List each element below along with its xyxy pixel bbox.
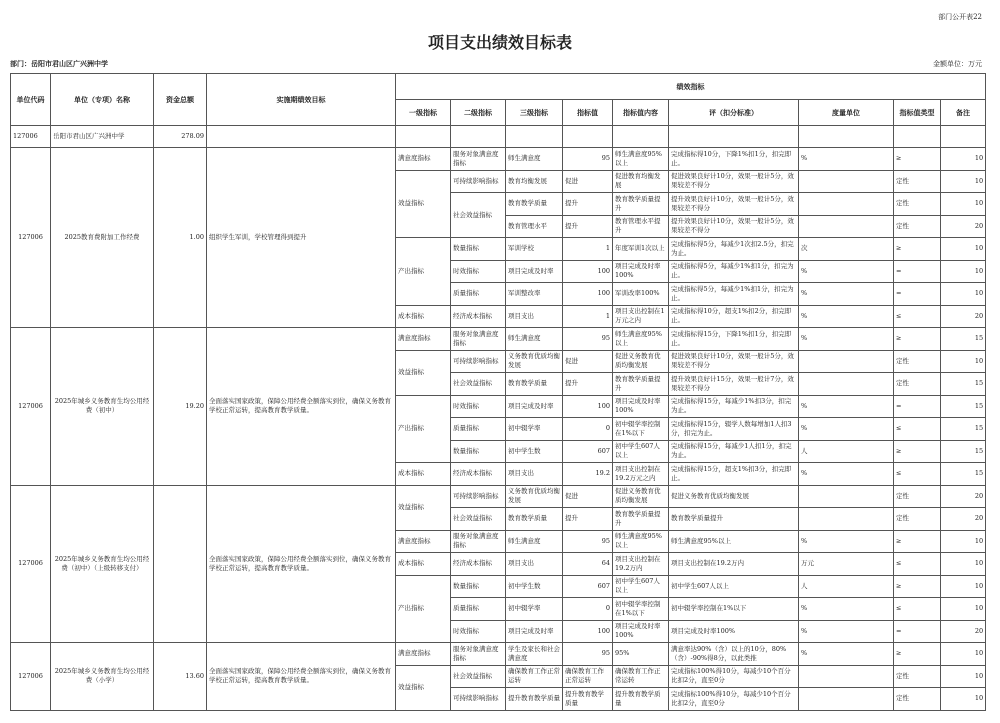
scoring-standard: 提升效果良好计10分，效果一般计5分，效果较差不得分: [669, 193, 799, 216]
total-name: 岳阳市君山区广兴洲中学: [51, 126, 154, 148]
scoring-standard: 提升效果良好计15分，效果一般计7分，效果较差不得分: [669, 373, 799, 396]
indicator-level3: 确保教育工作正常运转: [506, 665, 563, 688]
indicator-content: 初中辍学率控制在1%以下: [613, 598, 669, 621]
scoring-standard: 促进效果良好计10分，效果一般计5分，效果较差不得分: [669, 170, 799, 193]
measure-unit: %: [799, 643, 894, 666]
indicator-level1: 效益指标: [396, 170, 451, 238]
indicator-level3: 教育教学质量: [506, 508, 563, 531]
indicator-level3: 提升教育教学质量: [506, 688, 563, 711]
remark: 20: [941, 215, 986, 238]
empty-cell: [563, 126, 613, 148]
measure-unit: [799, 665, 894, 688]
indicator-level2: 质量指标: [451, 283, 506, 306]
indicator-content: 教育教学质量提升: [613, 193, 669, 216]
indicator-type: 定性: [894, 688, 941, 711]
indicator-value: 促进: [563, 350, 613, 373]
indicator-level3: 项目支出: [506, 305, 563, 328]
indicator-level2: 数量指标: [451, 440, 506, 463]
scoring-standard: 完成指标得15分，下降1%扣1分，扣完即止。: [669, 328, 799, 351]
scoring-standard: 完成指标得10分，超支1%扣2分，扣完即止。: [669, 305, 799, 328]
indicator-level2: 数量指标: [451, 575, 506, 598]
indicator-content: 项目完成及时率100%: [613, 260, 669, 283]
remark: 20: [941, 305, 986, 328]
indicator-type: ≥: [894, 530, 941, 553]
remark: 10: [941, 238, 986, 261]
indicator-value: 100: [563, 620, 613, 643]
empty-cell: [451, 126, 506, 148]
indicator-level1: 满意度指标: [396, 148, 451, 171]
header-goal: 实施期绩效目标: [207, 74, 396, 126]
indicator-level3: 项目支出: [506, 463, 563, 486]
remark: 10: [941, 665, 986, 688]
indicator-type: ≥: [894, 328, 941, 351]
remark: 10: [941, 260, 986, 283]
table-row: [11, 328, 986, 351]
empty-cell: [613, 126, 669, 148]
total-code: 127006: [11, 126, 51, 148]
indicator-type: 定性: [894, 508, 941, 531]
indicator-level2: 时效指标: [451, 620, 506, 643]
scoring-standard: 项目支出控制在19.2万内: [669, 553, 799, 576]
remark: 10: [941, 688, 986, 711]
indicator-level3: 义务教育优质均衡发展: [506, 350, 563, 373]
department-label: 部门：岳阳市君山区广兴洲中学: [10, 59, 108, 68]
project-amount: 19.20: [154, 328, 207, 486]
indicator-type: ≥: [894, 643, 941, 666]
indicator-content: 项目支出控制在1万元之内: [613, 305, 669, 328]
indicator-value: 607: [563, 575, 613, 598]
project-code: 127006: [11, 148, 51, 328]
total-row: [11, 126, 986, 148]
indicator-level1: 效益指标: [396, 485, 451, 530]
remark: 15: [941, 373, 986, 396]
indicator-type: ≤: [894, 305, 941, 328]
project-code: 127006: [11, 328, 51, 486]
project-code: 127006: [11, 485, 51, 643]
indicator-level2: 经济成本指标: [451, 463, 506, 486]
scoring-standard: 完成指标得15分，超支1%扣3分，扣完即止。: [669, 463, 799, 486]
project-amount: 13.60: [154, 643, 207, 711]
indicator-type: =: [894, 260, 941, 283]
indicator-level2: 经济成本指标: [451, 305, 506, 328]
remark: 20: [941, 620, 986, 643]
remark: 10: [941, 170, 986, 193]
table-row: [11, 485, 986, 508]
indicator-level2: 服务对象满意度指标: [451, 148, 506, 171]
indicator-content: 促进教育均衡发展: [613, 170, 669, 193]
indicator-level2: 社会效益指标: [451, 193, 506, 238]
remark: 15: [941, 418, 986, 441]
indicator-type: ≤: [894, 418, 941, 441]
indicator-value: 95: [563, 530, 613, 553]
indicator-content: 促进义务教育优质均衡发展: [613, 485, 669, 508]
indicator-level2: 可持续影响指标: [451, 485, 506, 508]
remark: 20: [941, 508, 986, 531]
indicator-content: 项目支出控制在19.2万元之内: [613, 463, 669, 486]
table-row: [11, 643, 986, 666]
remark: 10: [941, 530, 986, 553]
indicator-level3: 师生满意度: [506, 530, 563, 553]
empty-cell: [506, 126, 563, 148]
indicator-type: ≤: [894, 553, 941, 576]
indicator-level1: 产出指标: [396, 575, 451, 643]
indicator-value: 提升教育教学质量: [563, 688, 613, 711]
empty-cell: [396, 126, 451, 148]
measure-unit: %: [799, 598, 894, 621]
indicator-type: 定性: [894, 350, 941, 373]
indicator-value: 确保教育工作正常运转: [563, 665, 613, 688]
indicator-content: 教育教学质量提升: [613, 508, 669, 531]
header-l1: 一级指标: [396, 100, 451, 126]
scoring-standard: 完成指标得15分，辍学人数每增加1人扣3分，扣完为止。: [669, 418, 799, 441]
project-amount: [154, 485, 207, 643]
indicator-type: ≥: [894, 238, 941, 261]
remark: 15: [941, 395, 986, 418]
indicator-type: ≤: [894, 463, 941, 486]
indicator-level3: 师生满意度: [506, 148, 563, 171]
measure-unit: %: [799, 463, 894, 486]
indicator-value: 1: [563, 305, 613, 328]
indicator-level1: 效益指标: [396, 350, 451, 395]
indicator-type: 定性: [894, 215, 941, 238]
indicator-content: 教育管理水平提升: [613, 215, 669, 238]
indicator-type: =: [894, 283, 941, 306]
measure-unit: 人: [799, 575, 894, 598]
indicator-level1: 满意度指标: [396, 328, 451, 351]
remark: 10: [941, 193, 986, 216]
header-code: 单位代码: [11, 74, 51, 126]
table-row: [11, 148, 986, 171]
scoring-standard: 教育教学质量提升: [669, 508, 799, 531]
indicator-level2: 数量指标: [451, 238, 506, 261]
indicator-content: 军训改率100%: [613, 283, 669, 306]
indicator-value: 提升: [563, 215, 613, 238]
measure-unit: [799, 350, 894, 373]
remark: 10: [941, 643, 986, 666]
indicator-value: 0: [563, 418, 613, 441]
indicator-value: 95: [563, 328, 613, 351]
header-remark: 备注: [941, 100, 986, 126]
header-type: 指标值类型: [894, 100, 941, 126]
indicator-value: 100: [563, 260, 613, 283]
performance-table: [10, 73, 986, 711]
indicator-value: 64: [563, 553, 613, 576]
project-name: 2025年城乡义务教育生均公用经费（初中）（上级转移支付）: [51, 485, 154, 643]
indicator-level2: 服务对象满意度指标: [451, 643, 506, 666]
measure-unit: %: [799, 530, 894, 553]
scoring-standard: 满意率达90%（含）以上的10分，80%（含）-90%得8分，以此类推: [669, 643, 799, 666]
project-code: 127006: [11, 643, 51, 711]
indicator-level2: 可持续影响指标: [451, 688, 506, 711]
indicator-level3: 义务教育优质均衡发展: [506, 485, 563, 508]
indicator-level1: 效益指标: [396, 665, 451, 710]
indicator-type: 定性: [894, 193, 941, 216]
indicator-level2: 社会效益指标: [451, 373, 506, 396]
indicator-content: 初中学生607人以上: [613, 575, 669, 598]
indicator-value: 提升: [563, 508, 613, 531]
indicator-value: 1: [563, 238, 613, 261]
indicator-level3: 学生及家长和社会满意度: [506, 643, 563, 666]
header-value: 指标值: [563, 100, 613, 126]
indicator-level3: 初中学生数: [506, 575, 563, 598]
indicator-level3: 军训整改率: [506, 283, 563, 306]
scoring-standard: 完成指标得5分，每减少1%扣1分，扣完为止。: [669, 283, 799, 306]
indicator-level3: 教育教学质量: [506, 373, 563, 396]
indicator-value: 促进: [563, 170, 613, 193]
measure-unit: [799, 170, 894, 193]
scoring-standard: 完成指标得10分，下降1%扣1分，扣完即止。: [669, 148, 799, 171]
indicator-type: 定性: [894, 170, 941, 193]
measure-unit: 人: [799, 440, 894, 463]
measure-unit: %: [799, 283, 894, 306]
indicator-level3: 项目完成及时率: [506, 620, 563, 643]
remark: 15: [941, 463, 986, 486]
empty-cell: [799, 126, 894, 148]
indicator-value: 100: [563, 283, 613, 306]
indicator-value: 95: [563, 643, 613, 666]
remark: 10: [941, 553, 986, 576]
remark: 10: [941, 350, 986, 373]
indicator-content: 教育教学质量提升: [613, 373, 669, 396]
indicator-type: =: [894, 620, 941, 643]
scoring-standard: 提升效果良好计10分，效果一般计5分，效果较差不得分: [669, 215, 799, 238]
empty-cell: [207, 126, 396, 148]
measure-unit: [799, 508, 894, 531]
header-standard: 评（扣分标准）: [669, 100, 799, 126]
indicator-type: ≥: [894, 575, 941, 598]
indicator-value: 95: [563, 148, 613, 171]
measure-unit: %: [799, 395, 894, 418]
measure-unit: %: [799, 328, 894, 351]
header-amount: 资金总额: [154, 74, 207, 126]
scoring-standard: 促进效果良好计10分，效果一般计5分，效果较差不得分: [669, 350, 799, 373]
form-number: 部门公开表22: [938, 13, 982, 21]
indicator-level2: 经济成本指标: [451, 553, 506, 576]
indicator-level3: 师生满意度: [506, 328, 563, 351]
indicator-type: 定性: [894, 373, 941, 396]
indicator-content: 师生满意度95%以上: [613, 148, 669, 171]
indicator-type: ≥: [894, 440, 941, 463]
indicator-level3: 教育管理水平: [506, 215, 563, 238]
header-performance: 绩效指标: [396, 74, 986, 100]
indicator-type: ≥: [894, 148, 941, 171]
indicator-level2: 社会效益指标: [451, 665, 506, 688]
measure-unit: [799, 485, 894, 508]
header-l3: 三级指标: [506, 100, 563, 126]
measure-unit: %: [799, 305, 894, 328]
indicator-content: 师生满意度95%以上: [613, 328, 669, 351]
indicator-level3: 教育教学质量: [506, 193, 563, 216]
measure-unit: 万元: [799, 553, 894, 576]
indicator-content: 确保教育工作正常运转: [613, 665, 669, 688]
indicator-level1: 成本指标: [396, 553, 451, 576]
measure-unit: %: [799, 418, 894, 441]
indicator-content: 项目完成及时率100%: [613, 620, 669, 643]
indicator-level1: 成本指标: [396, 305, 451, 328]
indicator-value: 提升: [563, 373, 613, 396]
scoring-standard: 完成指标得15分，每减少1%扣3分，扣完为止。: [669, 395, 799, 418]
measure-unit: %: [799, 148, 894, 171]
indicator-value: 19.2: [563, 463, 613, 486]
indicator-value: 促进: [563, 485, 613, 508]
indicator-level2: 服务对象满意度指标: [451, 328, 506, 351]
empty-cell: [941, 126, 986, 148]
project-name: 2025年城乡义务教育生均公用经费（初中）: [51, 328, 154, 486]
header-name: 单位（专项）名称: [51, 74, 154, 126]
project-goal: 全面落实国家政策，保障公用经费全额落实到位，确保义务教育学校正常运转，提高教育教学质量。: [207, 485, 396, 643]
indicator-level3: 教育均衡发展: [506, 170, 563, 193]
project-name: 2025年城乡义务教育生均公用经费（小学）: [51, 643, 154, 711]
project-goal: 全面落实国家政策，保障公用经费全额落实到位，确保义务教育学校正常运转，提高教育教学质量。: [207, 328, 396, 486]
indicator-level2: 可持续影响指标: [451, 350, 506, 373]
indicator-type: =: [894, 395, 941, 418]
header-content: 指标值内容: [613, 100, 669, 126]
remark: 10: [941, 283, 986, 306]
indicator-type: 定性: [894, 485, 941, 508]
indicator-content: 初中学生607人以上: [613, 440, 669, 463]
project-name: 2025教育费附加工作经费: [51, 148, 154, 328]
remark: 20: [941, 485, 986, 508]
indicator-level2: 社会效益指标: [451, 508, 506, 531]
indicator-type: ≤: [894, 598, 941, 621]
indicator-content: 提升教育教学质量: [613, 688, 669, 711]
indicator-content: 项目完成及时率100%: [613, 395, 669, 418]
amount-unit-label: 金额单位：万元: [933, 60, 982, 68]
indicator-level1: 满意度指标: [396, 530, 451, 553]
header-unit: 度量单位: [799, 100, 894, 126]
indicator-value: 100: [563, 395, 613, 418]
indicator-level2: 可持续影响指标: [451, 170, 506, 193]
indicator-level3: 初中学生数: [506, 440, 563, 463]
measure-unit: %: [799, 260, 894, 283]
indicator-value: 提升: [563, 193, 613, 216]
measure-unit: [799, 688, 894, 711]
indicator-content: 初中辍学率控制在1%以下: [613, 418, 669, 441]
indicator-level3: 项目完成及时率: [506, 395, 563, 418]
remark: 15: [941, 328, 986, 351]
scoring-standard: 师生满意度95%以上: [669, 530, 799, 553]
measure-unit: %: [799, 620, 894, 643]
project-goal: 组织学生军训，学校管理得到提升: [207, 148, 396, 328]
total-amount: 278.09: [154, 126, 207, 148]
indicator-level2: 时效指标: [451, 260, 506, 283]
indicator-level1: 满意度指标: [396, 643, 451, 666]
scoring-standard: 完成指标得5分，每减少1%扣1分，扣完为止。: [669, 260, 799, 283]
scoring-standard: 完成指标100%得10分，每减少10个百分比扣2分，直至0分: [669, 688, 799, 711]
scoring-standard: 初中辍学率控制在1%以下: [669, 598, 799, 621]
measure-unit: [799, 193, 894, 216]
scoring-standard: 初中学生607人以上: [669, 575, 799, 598]
indicator-value: 607: [563, 440, 613, 463]
indicator-level3: 项目支出: [506, 553, 563, 576]
remark: 10: [941, 575, 986, 598]
measure-unit: 次: [799, 238, 894, 261]
remark: 10: [941, 148, 986, 171]
project-goal: 全面落实国家政策，保障公用经费全额落实到位，确保义务教育学校正常运转，提高教育教学质量。: [207, 643, 396, 711]
remark: 10: [941, 598, 986, 621]
indicator-level1: 产出指标: [396, 238, 451, 306]
measure-unit: [799, 215, 894, 238]
indicator-level3: 初中辍学率: [506, 418, 563, 441]
indicator-level3: 初中辍学率: [506, 598, 563, 621]
project-amount: 1.00: [154, 148, 207, 328]
measure-unit: [799, 373, 894, 396]
indicator-level3: 军训学校: [506, 238, 563, 261]
scoring-standard: 完成指标得5分，每减少1次扣2.5分，扣完为止。: [669, 238, 799, 261]
indicator-content: 促进义务教育优质均衡发展: [613, 350, 669, 373]
empty-cell: [894, 126, 941, 148]
indicator-type: 定性: [894, 665, 941, 688]
scoring-standard: 完成指标得15分，每减少1人扣1分，扣完为止。: [669, 440, 799, 463]
indicator-level3: 项目完成及时率: [506, 260, 563, 283]
indicator-level2: 时效指标: [451, 395, 506, 418]
indicator-content: 95%: [613, 643, 669, 666]
remark: 15: [941, 440, 986, 463]
indicator-content: 年度军训1次以上: [613, 238, 669, 261]
indicator-level1: 成本指标: [396, 463, 451, 486]
header-l2: 二级指标: [451, 100, 506, 126]
empty-cell: [669, 126, 799, 148]
scoring-standard: 完成指标100%得10分，每减少10个百分比扣2分，直至0分: [669, 665, 799, 688]
indicator-content: 师生满意度95%以上: [613, 530, 669, 553]
indicator-level2: 服务对象满意度指标: [451, 530, 506, 553]
page-title: 项目支出绩效目标表: [427, 33, 572, 52]
indicator-content: 项目支出控制在19.2万内: [613, 553, 669, 576]
indicator-level1: 产出指标: [396, 395, 451, 463]
scoring-standard: 项目完成及时率100%: [669, 620, 799, 643]
indicator-value: 0: [563, 598, 613, 621]
indicator-level2: 质量指标: [451, 598, 506, 621]
scoring-standard: 促进义务教育优质均衡发展: [669, 485, 799, 508]
indicator-level2: 质量指标: [451, 418, 506, 441]
